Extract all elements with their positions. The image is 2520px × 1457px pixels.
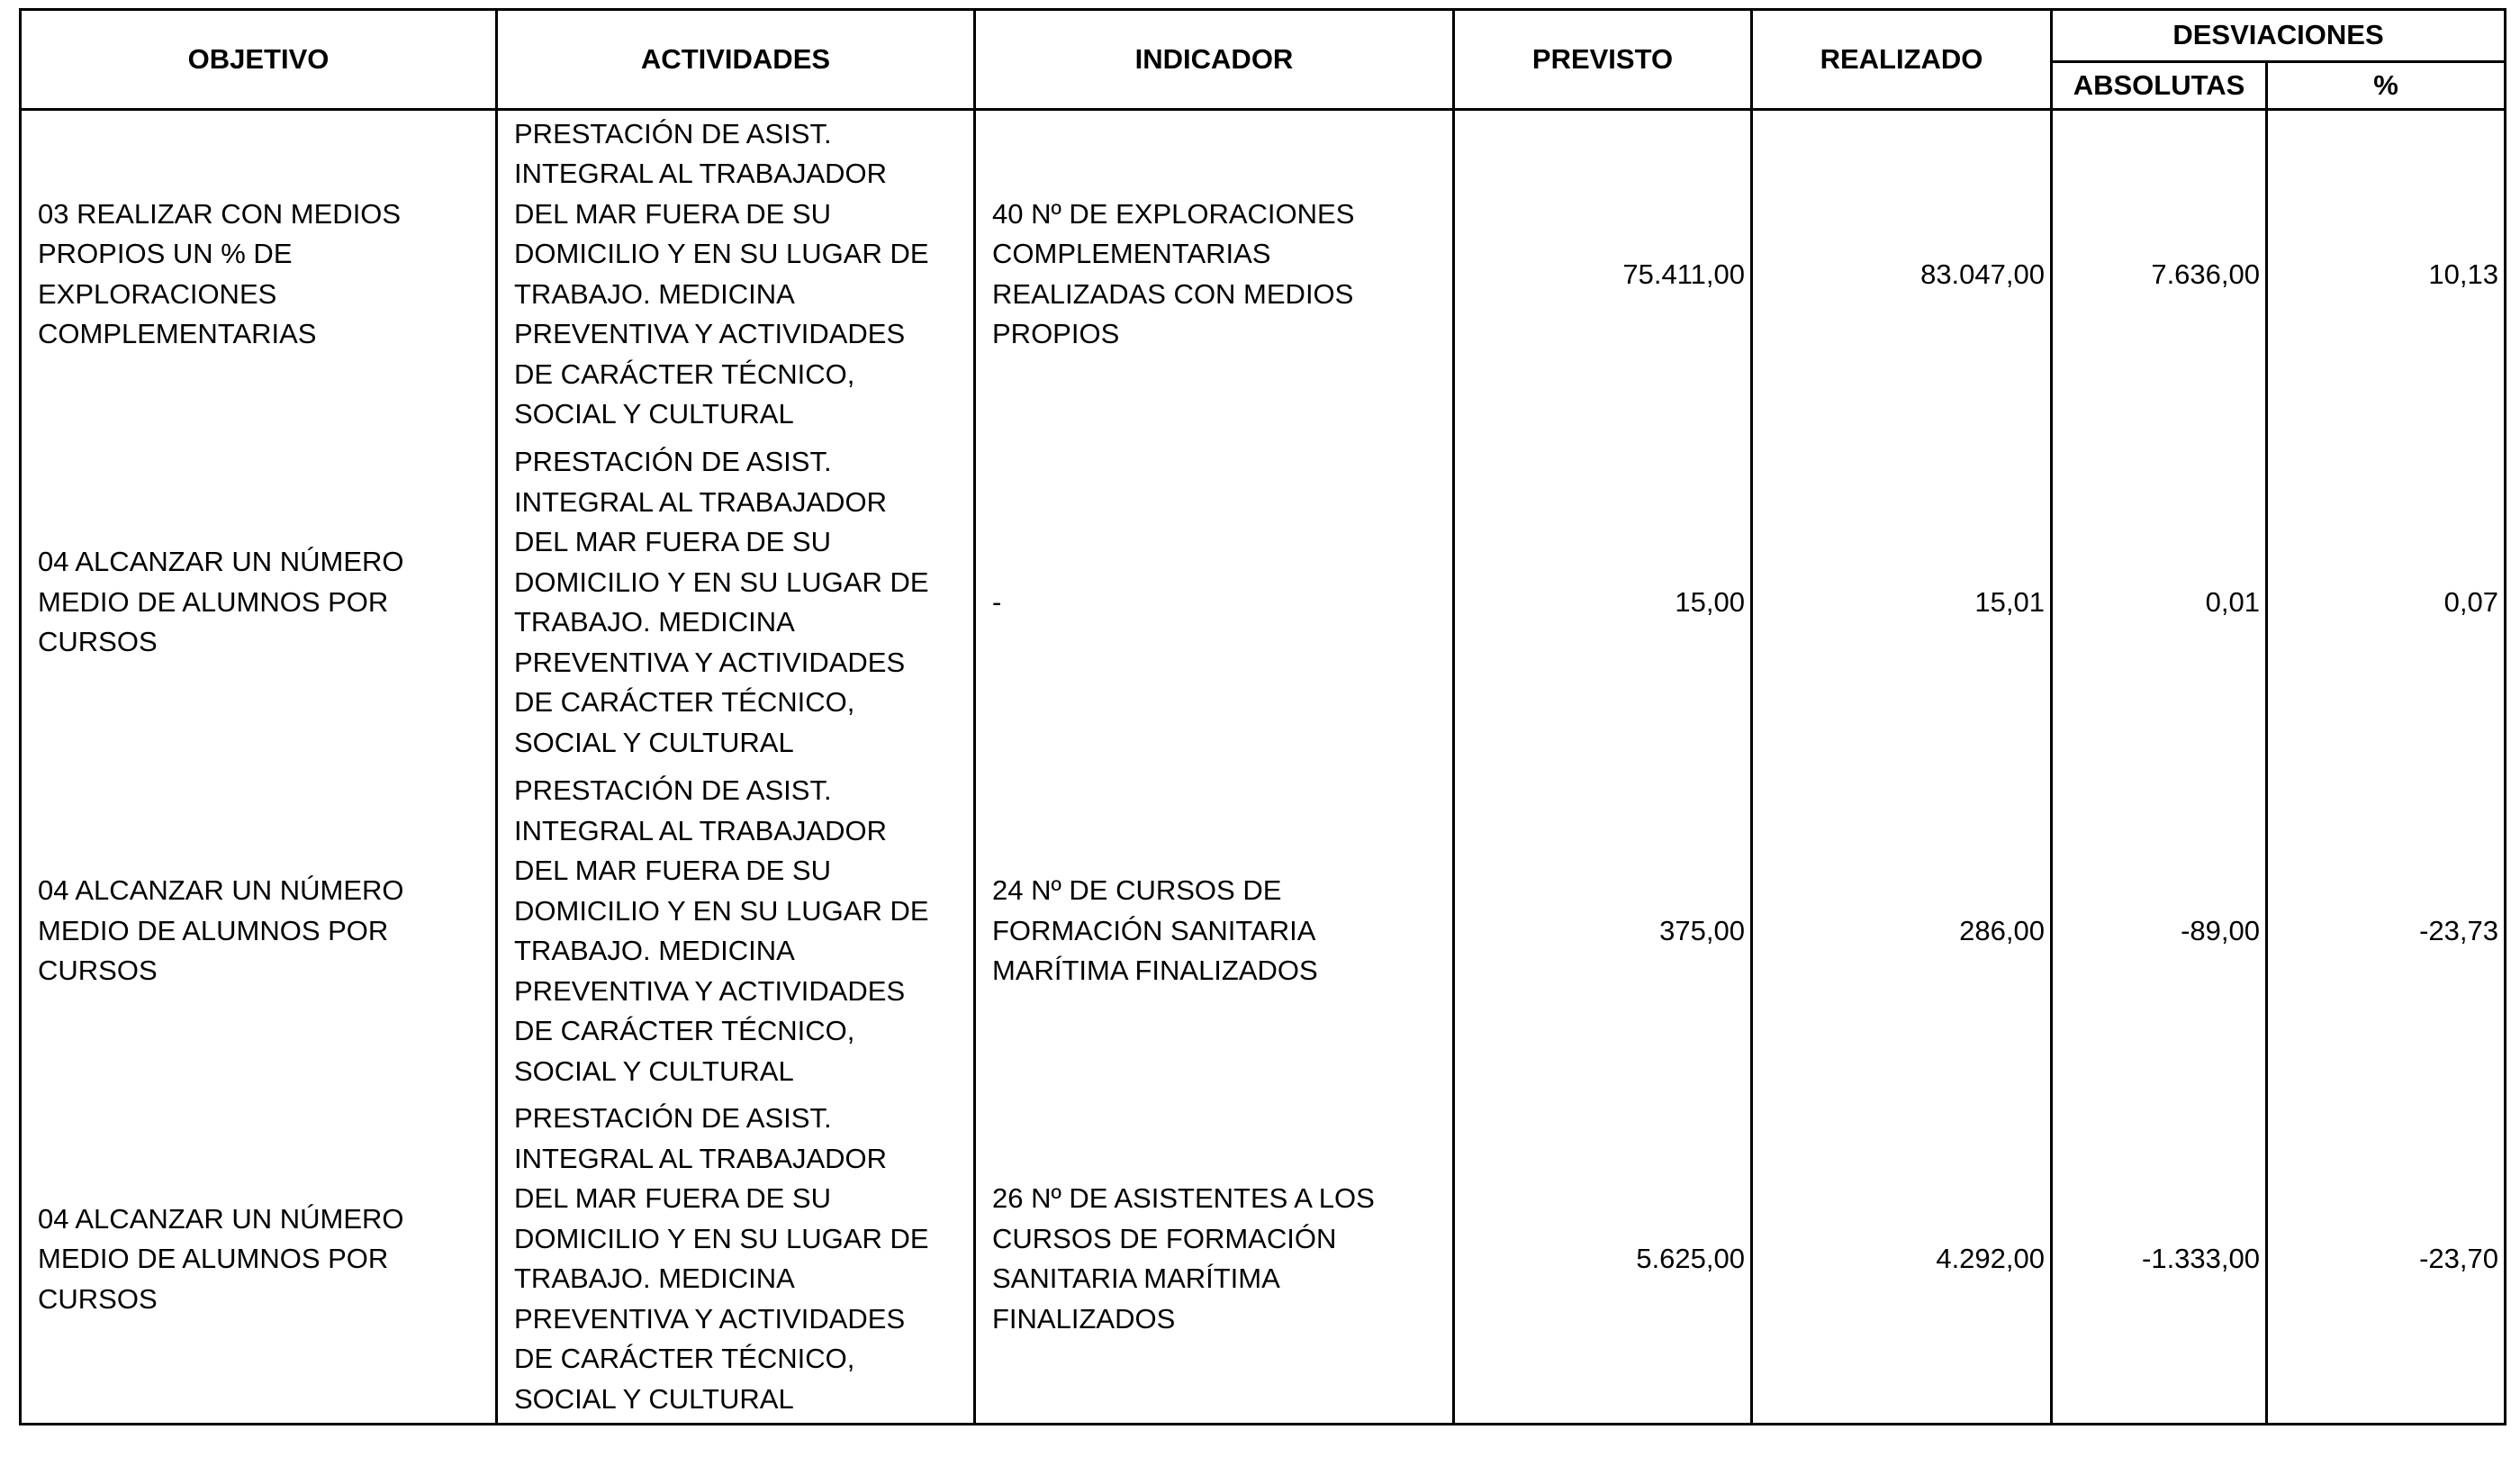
cell-previsto: 15,00 <box>1454 439 1752 767</box>
cell-indicador <box>975 1096 1454 1425</box>
cell-actividades <box>497 767 975 1096</box>
indicador-text: 26 Nº DE ASISTENTES A LOS CURSOS DE FORMACIÓN SANITARIA MARÍTIMA FINALIZADOS <box>992 1182 1375 1335</box>
objetivo-text: 04 ALCANZAR UN NÚMERO MEDIO DE ALUMNOS POR CURSOS <box>38 874 404 987</box>
actividades-text: PRESTACIÓN DE ASIST. INTEGRAL AL TRABAJADOR DEL MAR FUERA DE SU DOMICILIO Y EN SU LUGAR DE TRABAJO. MEDICINA PREVENTIVA Y ACTIVIDADES DE CARÁCTER TÉCNICO, SOCIAL Y CULTURAL <box>514 1102 929 1415</box>
objetivo-text: 04 ALCANZAR UN NÚMERO MEDIO DE ALUMNOS POR CURSOS <box>38 1202 404 1315</box>
indicador-text: 40 Nº DE EXPLORACIONES COMPLEMENTARIAS REALIZADAS CON MEDIOS PROPIOS <box>992 197 1355 350</box>
cell-porcentaje: -23,73 <box>2267 767 2506 1096</box>
actividades-text: PRESTACIÓN DE ASIST. INTEGRAL AL TRABAJADOR DEL MAR FUERA DE SU DOMICILIO Y EN SU LUGAR DE TRABAJO. MEDICINA PREVENTIVA Y ACTIVIDADES DE CARÁCTER TÉCNICO, SOCIAL Y CULTURAL <box>514 774 929 1087</box>
table-header <box>21 10 2506 110</box>
indicador-text: 24 Nº DE CURSOS DE FORMACIÓN SANITARIA MARÍTIMA FINALIZADOS <box>992 874 1318 987</box>
table-row <box>21 439 2506 767</box>
cell-absolutas: 7.636,00 <box>2052 110 2267 439</box>
objetivo-text: 04 ALCANZAR UN NÚMERO MEDIO DE ALUMNOS POR CURSOS <box>38 546 404 658</box>
cell-objetivo <box>21 1096 497 1425</box>
cell-absolutas: -89,00 <box>2052 767 2267 1096</box>
cell-previsto: 375,00 <box>1454 767 1752 1096</box>
header-realizado: REALIZADO <box>1752 10 2052 110</box>
cell-previsto: 75.411,00 <box>1454 110 1752 439</box>
actividades-text: PRESTACIÓN DE ASIST. INTEGRAL AL TRABAJADOR DEL MAR FUERA DE SU DOMICILIO Y EN SU LUGAR DE TRABAJO. MEDICINA PREVENTIVA Y ACTIVIDADES DE CARÁCTER TÉCNICO, SOCIAL Y CULTURAL <box>514 117 929 430</box>
actividades-text: PRESTACIÓN DE ASIST. INTEGRAL AL TRABAJADOR DEL MAR FUERA DE SU DOMICILIO Y EN SU LUGAR DE TRABAJO. MEDICINA PREVENTIVA Y ACTIVIDADES DE CARÁCTER TÉCNICO, SOCIAL Y CULTURAL <box>514 446 929 758</box>
cell-porcentaje: 0,07 <box>2267 439 2506 767</box>
table-row <box>21 1096 2506 1425</box>
indicador-text: - <box>992 585 1002 618</box>
cell-realizado: 83.047,00 <box>1752 110 2052 439</box>
cell-objetivo <box>21 439 497 767</box>
cell-previsto: 5.625,00 <box>1454 1096 1752 1425</box>
cell-realizado: 15,01 <box>1752 439 2052 767</box>
table-body <box>21 110 2506 1425</box>
header-objetivo: OBJETIVO <box>21 10 497 110</box>
header-absolutas: ABSOLUTAS <box>2052 62 2267 110</box>
cell-actividades <box>497 439 975 767</box>
cell-porcentaje: 10,13 <box>2267 110 2506 439</box>
cell-indicador <box>975 767 1454 1096</box>
cell-absolutas: 0,01 <box>2052 439 2267 767</box>
table-row <box>21 767 2506 1096</box>
header-porcentaje: % <box>2267 62 2506 110</box>
objectives-table <box>19 8 2506 1425</box>
cell-porcentaje: -23,70 <box>2267 1096 2506 1425</box>
cell-objetivo <box>21 767 497 1096</box>
table-row <box>21 110 2506 439</box>
cell-indicador <box>975 439 1454 767</box>
header-actividades: ACTIVIDADES <box>497 10 975 110</box>
objetivo-text: 03 REALIZAR CON MEDIOS PROPIOS UN % DE EXPLORACIONES COMPLEMENTARIAS <box>38 197 402 350</box>
header-indicador: INDICADOR <box>975 10 1454 110</box>
header-row-top <box>21 10 2506 62</box>
cell-indicador <box>975 110 1454 439</box>
cell-actividades <box>497 1096 975 1425</box>
cell-absolutas: -1.333,00 <box>2052 1096 2267 1425</box>
header-previsto: PREVISTO <box>1454 10 1752 110</box>
header-desviaciones: DESVIACIONES <box>2052 10 2506 62</box>
cell-actividades <box>497 110 975 439</box>
cell-objetivo <box>21 110 497 439</box>
cell-realizado: 4.292,00 <box>1752 1096 2052 1425</box>
cell-realizado: 286,00 <box>1752 767 2052 1096</box>
